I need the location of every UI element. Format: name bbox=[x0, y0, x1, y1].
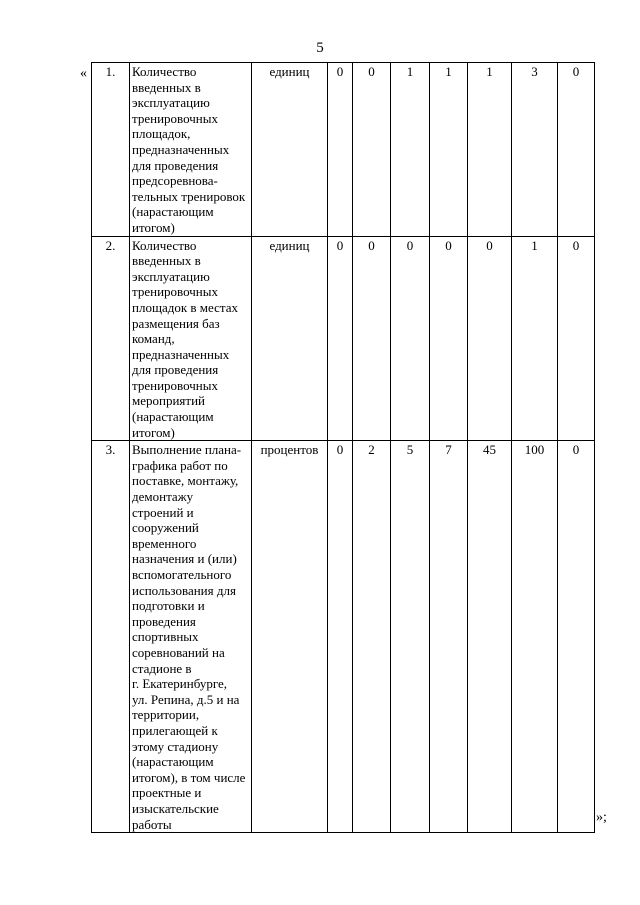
table-row bbox=[92, 236, 595, 441]
value-cell: 0 bbox=[558, 441, 595, 833]
table-row bbox=[92, 441, 595, 833]
row-number: 1. bbox=[92, 63, 130, 237]
opening-quote-mark: « bbox=[80, 66, 87, 81]
indicators-table bbox=[91, 62, 595, 833]
value-cell: 0 bbox=[468, 236, 512, 441]
unit-cell: процентов bbox=[252, 441, 328, 833]
value-cell: 0 bbox=[558, 63, 595, 237]
page-number: 5 bbox=[316, 40, 324, 56]
value-cell: 0 bbox=[430, 236, 468, 441]
unit-cell: единиц bbox=[252, 236, 328, 441]
unit-cell: единиц bbox=[252, 63, 328, 237]
table-row bbox=[92, 63, 595, 237]
row-number: 2. bbox=[92, 236, 130, 441]
value-cell: 0 bbox=[328, 63, 353, 237]
value-cell: 45 bbox=[468, 441, 512, 833]
indicator-description: Количество введенных в эксплуатацию тренировочных площадок, предназначенных для проведения предсоревнова- тельных тренировок (нарастающим итогом) bbox=[130, 63, 252, 237]
value-cell: 100 bbox=[512, 441, 558, 833]
value-cell: 3 bbox=[512, 63, 558, 237]
value-cell: 1 bbox=[468, 63, 512, 237]
value-cell: 7 bbox=[430, 441, 468, 833]
closing-quote-mark: »; bbox=[596, 810, 607, 825]
value-cell: 2 bbox=[353, 441, 391, 833]
indicator-description: Количество введенных в эксплуатацию тренировочных площадок в местах размещения баз команд, предназначенных для проведения тренировочных мероприятий (нарастающим итогом) bbox=[130, 236, 252, 441]
value-cell: 0 bbox=[558, 236, 595, 441]
value-cell: 0 bbox=[353, 236, 391, 441]
value-cell: 0 bbox=[328, 236, 353, 441]
value-cell: 5 bbox=[391, 441, 430, 833]
value-cell: 0 bbox=[328, 441, 353, 833]
row-number: 3. bbox=[92, 441, 130, 833]
indicator-description: Выполнение плана- графика работ по поставке, монтажу, демонтажу строений и сооружений временного назначения и (или) вспомогательного использования для подготовки и проведения спортивных соревнований на стадионе в г. Екатеринбурге, ул. Репина, д.5 и на территории, прилегающей к этому стадиону (нарастающим итогом), в том числе проектные и изыскательские работы bbox=[130, 441, 252, 833]
value-cell: 1 bbox=[512, 236, 558, 441]
value-cell: 0 bbox=[391, 236, 430, 441]
value-cell: 1 bbox=[391, 63, 430, 237]
value-cell: 0 bbox=[353, 63, 391, 237]
value-cell: 1 bbox=[430, 63, 468, 237]
